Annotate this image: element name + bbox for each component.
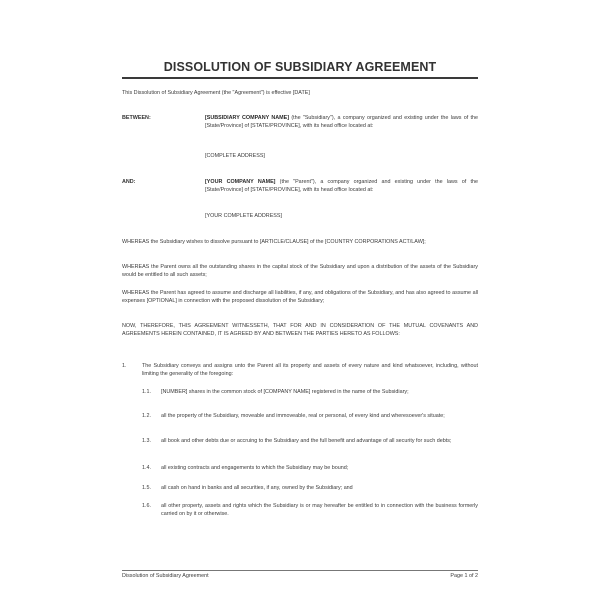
whereas-paragraph-3: WHEREAS the Parent has agreed to assume and discharge all liabilities, if any, and obligations of the Subsidiary, and has also agreed to assume all expenses [OPTIONAL] in connection with the proposed dissolution of the Subsidiary; xyxy=(122,290,478,304)
subsidiary-address: [COMPLETE ADDRESS] xyxy=(205,153,265,159)
subclause-text: all cash on hand in banks and all securities, if any, owned by the Subsidiary; and xyxy=(161,485,353,491)
clause-1-number: 1. xyxy=(122,363,127,369)
clause-1-text: The Subsidiary conveys and assigns unto the Parent all its property and assets of every nature and kind whatsoever, including, without limiting the generality of the foregoing: xyxy=(142,363,478,377)
subclause-text: all other property, assets and rights which the Subsidiary is or may hereafter be entitled to in connection with the business formerly carried on by it or otherwise. xyxy=(161,503,478,517)
subsidiary-description: (the "Subsidiary"), a company organized and existing under the laws of the [State/Province] of [STATE/PROVINCE], with its head office located at: xyxy=(205,115,478,129)
subclause-text: all existing contracts and engagements to which the Subsidiary may be bound; xyxy=(161,465,349,471)
subclause-number: 1.4. xyxy=(142,465,151,471)
subsidiary-party-block xyxy=(205,115,478,130)
and-label: AND: xyxy=(122,179,136,185)
footer-divider xyxy=(122,570,478,571)
whereas-paragraph-2: WHEREAS the Parent owns all the outstanding shares in the capital stock of the Subsidiary and upon a distribution of the assets of the Subsidiary would be entitled to all such assets; xyxy=(122,264,478,278)
footer-document-name: Dissolution of Subsidiary Agreement xyxy=(122,573,209,579)
parent-description: (the "Parent"), a company organized and existing under the laws of the [State/Province] of [STATE/PROVINCE], with its head office located at: xyxy=(205,179,478,193)
subsidiary-name: [SUBSIDIARY COMPANY NAME] xyxy=(205,115,290,121)
intro-paragraph: This Dissolution of Subsidiary Agreement (the "Agreement") is effective [DATE] xyxy=(122,90,310,96)
footer-page-number: Page 1 of 2 xyxy=(450,573,478,579)
subclause-number: 1.2. xyxy=(142,413,151,419)
now-therefore-paragraph: NOW, THEREFORE, THIS AGREEMENT WITNESSETH, THAT FOR AND IN CONSIDERATION OF THE MUTUAL COVENANTS AND AGREEMENTS HEREIN CONTAINED, IT IS AGREED BY AND BETWEEN THE PARTIES HERETO AS FOLLOWS: xyxy=(122,323,478,337)
subclause-number: 1.6. xyxy=(142,503,151,509)
parent-name: [YOUR COMPANY NAME] xyxy=(205,179,276,185)
subclause-text: all the property of the Subsidiary, moveable and immoveable, real or personal, of every kind and wheresoever's situate; xyxy=(161,413,445,419)
between-label: BETWEEN: xyxy=(122,115,151,121)
whereas-paragraph-1: WHEREAS the Subsidiary wishes to dissolve pursuant to [ARTICLE/CLAUSE] of the [COUNTRY CORPORATIONS ACT/LAW]; xyxy=(122,239,426,245)
subclause-number: 1.5. xyxy=(142,485,151,491)
subclause-number: 1.1. xyxy=(142,389,151,395)
document-title: DISSOLUTION OF SUBSIDIARY AGREEMENT xyxy=(163,60,437,74)
parent-party-block xyxy=(205,179,478,194)
title-underline xyxy=(122,77,478,79)
subclause-text: all book and other debts due or accruing to the Subsidiary and the full benefit and advantage of all security for such debts; xyxy=(161,438,452,444)
subclause-text: [NUMBER] shares in the common stock of [COMPANY NAME] registered in the name of the Subsidiary; xyxy=(161,389,409,395)
parent-address: [YOUR COMPLETE ADDRESS] xyxy=(205,213,282,219)
subclause-number: 1.3. xyxy=(142,438,151,444)
